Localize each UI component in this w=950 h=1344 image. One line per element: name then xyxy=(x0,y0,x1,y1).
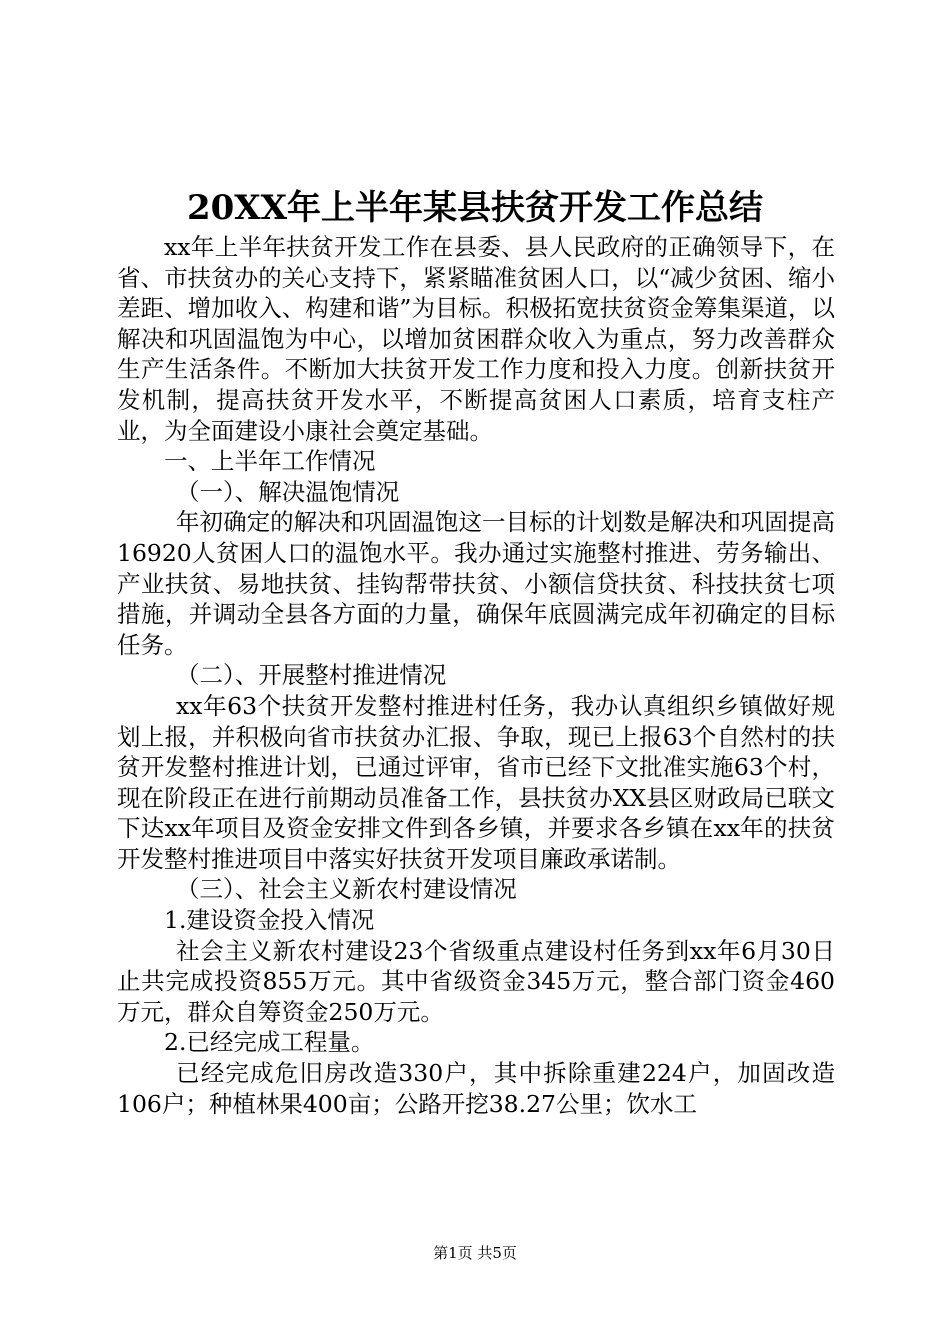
page-footer: 第1页 共5页 xyxy=(433,1244,517,1262)
paragraph-village-advancement: xx年63个扶贫开发整村推进村任务，我办认真组织乡镇做好规划上报，并积极向省市扶贫办汇报、争取，现已上报63个自然村的扶贫开发整村推进计划，已通过评审，省市已经下文批准实施63个村，现在阶段正在进行前期动员准备工作，县扶贫办XX县区财政局已联文下达xx年项目及资金安排文件到各乡镇，并要求各乡镇在xx年的扶贫开发整村推进项目中落实好扶贫开发项目廉政承诺制。 xyxy=(117,691,835,873)
subsection-heading-1: （一）、解决温饱情况 xyxy=(176,477,400,506)
item-heading-1: 1.建设资金投入情况 xyxy=(164,906,375,935)
paragraph-completed-works: 已经完成危旧房改造330户，其中拆除重建224户，加固改造106户；种植林果400亩；公路开挖38.27公里；饮水工 xyxy=(117,1059,835,1118)
document-title: 20XX年上半年某县扶贫开发工作总结 xyxy=(186,188,764,228)
subsection-heading-2: （二）、开展整村推进情况 xyxy=(176,661,447,690)
paragraph-subsistence: 年初确定的解决和巩固温饱这一目标的计划数是解决和巩固提高16920人贫困人口的温饱水平。我办通过实施整村推进、劳务输出、产业扶贫、易地扶贫、挂钩帮带扶贫、小额信贷扶贫、科技扶贫七项措施，并调动全县各方面的力量，确保年底圆满完成年初确定的目标任务。 xyxy=(117,508,835,659)
item-heading-2: 2.已经完成工程量。 xyxy=(164,1028,375,1057)
subsection-heading-3: （三）、社会主义新农村建设情况 xyxy=(176,875,517,904)
section-heading-1: 一、上半年工作情况 xyxy=(164,447,376,476)
intro-paragraph: xx年上半年扶贫开发工作在县委、县人民政府的正确领导下，在省、市扶贫办的关心支持下，紧紧瞄准贫困人口，以“减少贫困、缩小差距、增加收入、构建和谐”为目标。积极拓宽扶贫资金筹集渠道，以解决和巩固温饱为中心，以增加贫困群众收入为重点，努力改善群众生产生活条件。不断加大扶贫开发工作力度和投入力度。创新扶贫开发机制，提高扶贫开发水平，不断提高贫困人口素质，培育支柱产业，为全面建设小康社会奠定基础。 xyxy=(117,233,835,445)
paragraph-investment: 社会主义新农村建设23个省级重点建设村任务到xx年6月30日止共完成投资855万元。其中省级资金345万元，整合部门资金460万元，群众自筹资金250万元。 xyxy=(117,936,835,1026)
document-body xyxy=(117,232,835,1119)
